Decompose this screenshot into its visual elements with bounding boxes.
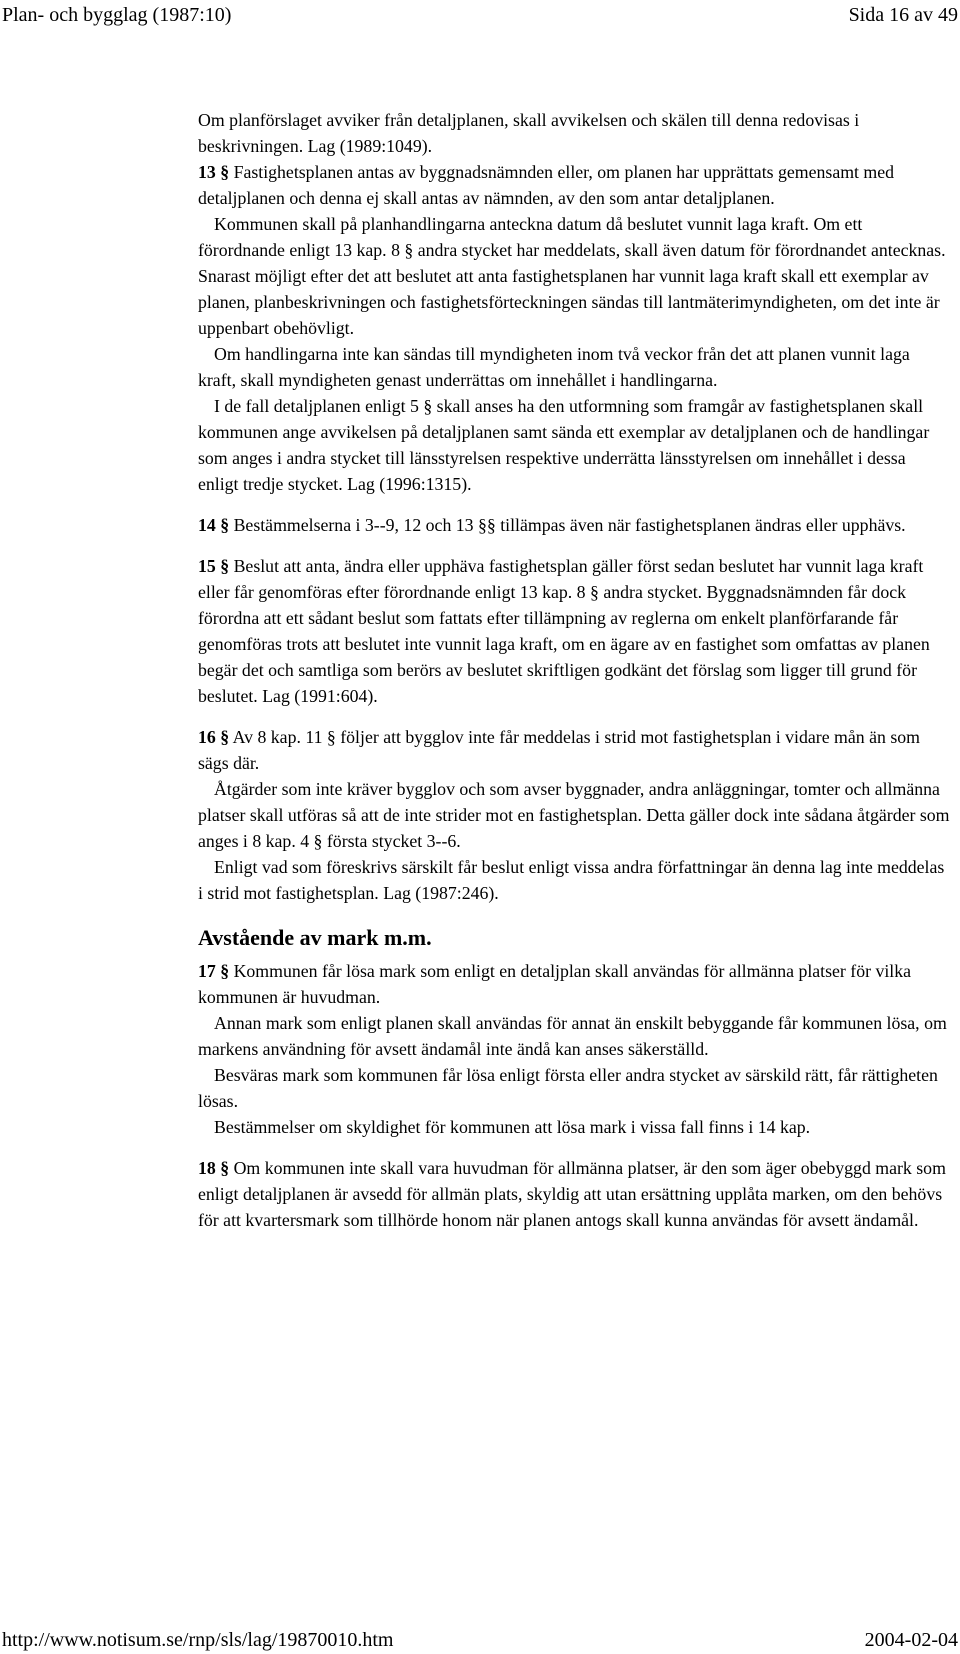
paragraph: Åtgärder som inte kräver bygglov och som avser byggnader, andra anläggningar, tomter och allmänna platser skall utföras så att de inte strider mot en fastighetsplan. Detta gäller dock inte sådana åtgärder som anges i 8 kap. 4 § första stycket 3--6. (198, 779, 950, 851)
paragraph: Bestämmelser om skyldighet för kommunen att lösa mark i vissa fall finns i 14 kap. (214, 1117, 811, 1137)
section-13 (198, 159, 950, 211)
section-17 (198, 958, 950, 1010)
section-heading: Avstående av mark m.m. (198, 925, 432, 950)
section-text: Kommunen får lösa mark som enligt en detaljplan skall användas för allmänna platser för vilka kommunen är huvudman. (198, 961, 912, 1007)
section-14 (198, 512, 950, 538)
section-text: Fastighetsplanen antas av byggnadsnämnden eller, om planen har upprättats gemensamt med detaljplanen och denna ej skall antas av nämnden, av den som antar detaljplanen. (198, 162, 895, 208)
section-text: Beslut att anta, ändra eller upphäva fastighetsplan gäller först sedan beslutet har vunnit laga kraft eller får genomföras efter förordnande enligt 13 kap. 8 § andra stycket. Byggnadsnämnden får dock förordna att ett sådant beslut som fattats efter tillämpning av reglerna om enkelt planförfarande får genomföras trots att beslutet inte vunnit laga kraft, om en ägare av en fastighet som omfattas av planen begär det och samtliga som berörs av beslutet skriftligen godkänt det förslag som ligger till grund för beslutet. Lag (1991:604). (198, 556, 930, 706)
print-date: 2004-02-04 (864, 1629, 958, 1651)
paragraph: I de fall detaljplanen enligt 5 § skall anses ha den utformning som framgår av fastighetsplanen skall kommunen ange avvikelsen på detaljplanen samt sända ett exemplar av detaljplanen och de handlingar som anges i andra stycket till länsstyrelsen respektive underrätta länsstyrelsen om innehållet i dessa enligt tredje stycket. Lag (1996:1315). (198, 396, 930, 494)
section-number: 15 § (198, 556, 230, 576)
page-header (0, 2, 960, 32)
paragraph: Om handlingarna inte kan sändas till myndigheten inom två veckor från det att planen vunnit laga kraft, skall myndigheten genast underrättas om innehållet i handlingarna. (198, 344, 910, 390)
section-number: 13 § (198, 162, 230, 182)
paragraph: Annan mark som enligt planen skall användas för annat än enskilt bebyggande får kommunen lösa, om markens användning för avsett ändamål inte ändå kan anses säkerställd. (198, 1013, 947, 1059)
paragraph: Kommunen skall på planhandlingarna anteckna datum då beslutet vunnit laga kraft. Om ett förordnande enligt 13 kap. 8 § andra stycket har meddelats, skall även datum för förordnandet antecknas. Snarast möjligt efter det att beslutet att anta fastighetsplanen har vunnit laga kraft skall ett exemplar av planen, planbeskrivningen och fastighetsförteckningen sändas till lantmäterimyndigheten, om det inte är uppenbart obehövligt. (198, 214, 946, 338)
section-16 (198, 724, 950, 776)
section-text: Av 8 kap. 11 § följer att bygglov inte får meddelas i strid mot fastighetsplan i vidare mån än som sägs där. (198, 727, 920, 773)
section-number: 14 § (198, 515, 230, 535)
section-text: Om kommunen inte skall vara huvudman för allmänna platser, är den som äger obebyggd mark som enligt detaljplanen är avsedd för allmän plats, skyldig att utan ersättning upplåta marken, om den behövs för att kvartersmark som tillhörde honom när planen antogs skall kunna användas för avsett ändamål. (198, 1158, 946, 1230)
document-body (198, 107, 950, 1233)
paragraph: Besväras mark som kommunen får lösa enligt första eller andra stycket av särskild rätt, får rättigheten lösas. (198, 1065, 938, 1111)
section-18 (198, 1155, 950, 1233)
document-title: Plan- och bygglag (1987:10) (2, 4, 232, 26)
source-url-link[interactable]: http://www.notisum.se/rnp/sls/lag/19870010.htm (2, 1629, 394, 1651)
section-number: 16 § (198, 727, 230, 747)
section-15 (198, 553, 950, 709)
section-text: Bestämmelserna i 3--9, 12 och 13 §§ tillämpas även när fastighetsplanen ändras eller upphävs. (229, 515, 906, 535)
section-number: 18 § (198, 1158, 230, 1178)
paragraph: Om planförslaget avviker från detaljplanen, skall avvikelsen och skälen till denna redovisas i beskrivningen. Lag (1989:1049). (198, 110, 860, 156)
page-number: Sida 16 av 49 (848, 4, 958, 26)
section-number: 17 § (198, 961, 230, 981)
paragraph: Enligt vad som föreskrivs särskilt får beslut enligt vissa andra författningar än denna lag inte meddelas i strid mot fastighetsplan. Lag (1987:246). (198, 857, 945, 903)
